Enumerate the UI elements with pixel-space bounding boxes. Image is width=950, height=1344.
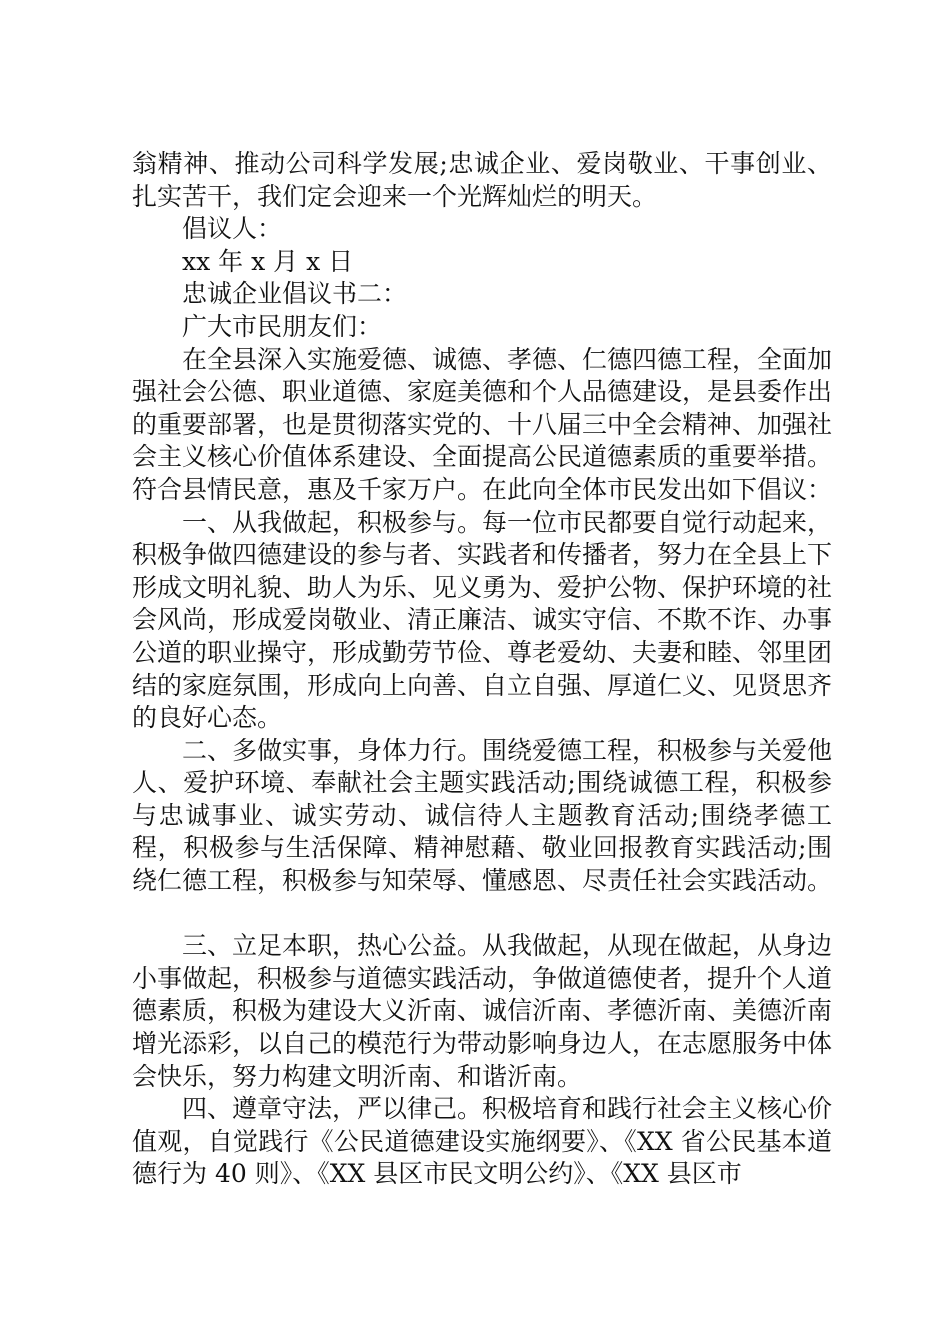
paragraph-closing: 翁精神、推动公司科学发展;忠诚企业、爱岗敬业、干事创业、扎实苦干，我们定会迎来一个光辉灿烂的明天。: [132, 149, 832, 211]
paragraph-salutation: 广大市民朋友们：: [182, 311, 383, 341]
paragraph-intro: 在全县深入实施爱德、诚德、孝德、仁德四德工程，全面加强社会公德、职业道德、家庭美德和个人品德建设，是县委作出的重要部署，也是贯彻落实党的、十八届三中全会精神、加强社会主义核心价值体系建设、全面提高公民道德素质的重要举措。符合县情民意，惠及千家万户。在此向全体市民发出如下倡议：: [132, 344, 833, 504]
paragraph-point-one: 一、从我做起，积极参与。每一位市民都要自觉行动起来，积极争做四德建设的参与者、实践者和传播者，努力在全县上下形成文明礼貌、助人为乐、见义勇为、爱护公物、保护环境的社会风尚，形成爱岗敬业、清正廉洁、诚实守信、不欺不诈、办事公道的职业操守，形成勤劳节俭、尊老爱幼、夫妻和睦、邻里团结的家庭氛围，形成向上向善、自立自强、厚道仁义、见贤思齐的良好心态。: [132, 507, 833, 733]
paragraph-section-title: 忠诚企业倡议书二：: [182, 279, 408, 309]
document-body: [132, 148, 832, 1191]
paragraph-point-three: 三、立足本职，热心公益。从我做起，从现在做起，从身边小事做起，积极参与道德实践活动，争做道德使者，提升个人道德素质，积极为建设大义沂南、诚信沂南、孝德沂南、美德沂南增光添彩，以自己的模范行为带动影响身边人，在志愿服务中体会快乐，努力构建文明沂南、和谐沂南。: [132, 931, 833, 1091]
paragraph-point-two: 二、多做实事，身体力行。围绕爱德工程，积极参与关爱他人、爱护环境、奉献社会主题实践活动;围绕诚德工程，积极参与忠诚事业、诚实劳动、诚信待人主题教育活动;围绕孝德工程，积极参与生活保障、精神慰藉、敬业回报教育实践活动;围绕仁德工程，积极参与知荣辱、懂感恩、尽责任社会实践活动。: [132, 735, 833, 896]
paragraph-date: xx 年 x 月 x 日: [182, 246, 354, 276]
paragraph-point-four: 四、遵章守法，严以律己。积极培育和践行社会主义核心价值观，自觉践行《公民道德建设实施纲要》、《XX 省公民基本道德行为 40 则》、《XX 县区市民文明公约》、《XX 县区市: [132, 1094, 833, 1189]
paragraph-proposer: 倡议人：: [182, 214, 283, 244]
